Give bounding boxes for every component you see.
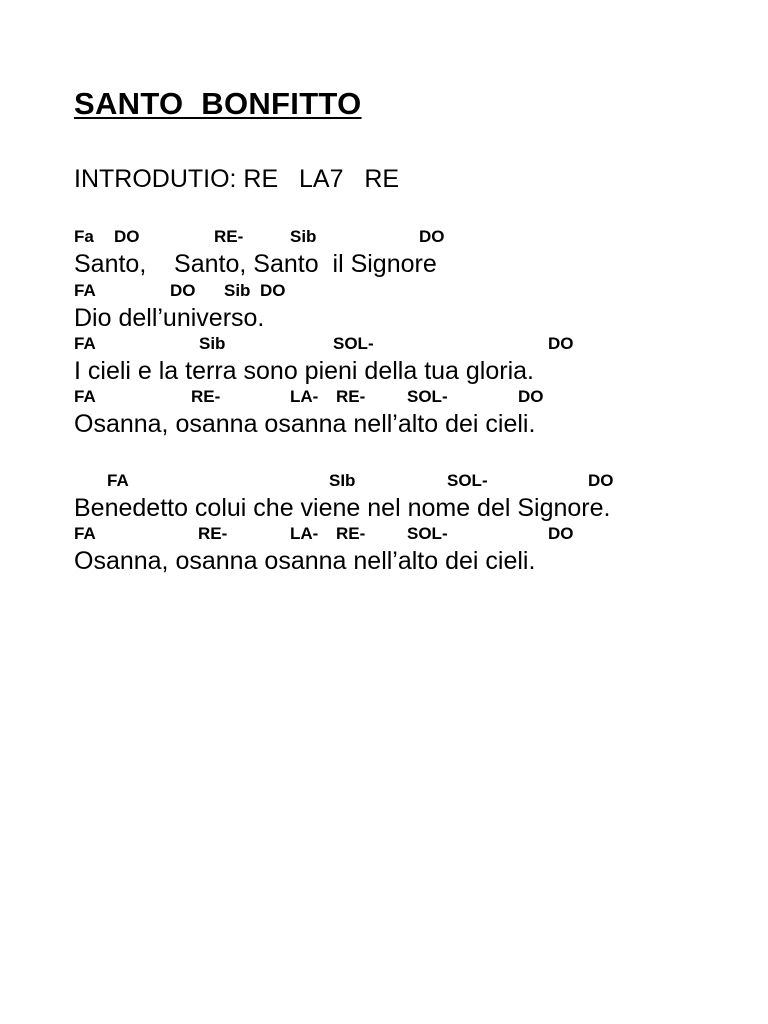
chord: FA: [74, 524, 96, 543]
chord: LA-: [290, 387, 319, 406]
lyric-line-5: Benedetto colui che viene nel nome del Signore.: [74, 494, 611, 522]
chord-line-3: [74, 334, 754, 356]
lyric-line-2: Dio dell’universo.: [74, 304, 265, 332]
chord: RE-: [336, 524, 366, 543]
chord: FA: [74, 281, 96, 300]
chord: Sib: [290, 227, 317, 246]
chord: FA: [74, 387, 96, 406]
chord: FA: [74, 334, 96, 353]
chord: SOL-: [447, 471, 488, 490]
chord: DO: [548, 524, 574, 543]
chord-line-4: [74, 387, 754, 409]
lyric-line-4: Osanna, osanna osanna nell’alto dei cieli.: [74, 410, 536, 438]
chord: SOL-: [333, 334, 374, 353]
chord: SOL-: [407, 387, 448, 406]
chord: SIb: [329, 471, 356, 490]
chord: RE-: [214, 227, 244, 246]
chord: FA: [107, 471, 129, 490]
chord: LA-: [290, 524, 319, 543]
chord: RE-: [336, 387, 366, 406]
chord: RE-: [198, 524, 228, 543]
chord: Fa: [74, 227, 94, 246]
chord: Sib: [224, 281, 251, 300]
chord-line-2: [74, 281, 754, 303]
chord: DO: [588, 471, 614, 490]
lyric-line-6: Osanna, osanna osanna nell’alto dei cieli.: [74, 547, 536, 575]
lyric-line-1: Santo, Santo, Santo il Signore: [74, 250, 437, 278]
chord-line-6: [74, 524, 754, 546]
chord: Sib: [199, 334, 226, 353]
chord: DO: [419, 227, 445, 246]
chord-line-5: [74, 471, 754, 493]
chord: RE-: [191, 387, 221, 406]
intro-line: INTRODUTIO: RE LA7 RE: [74, 165, 400, 193]
chord: DO: [548, 334, 574, 353]
chord-line-1: [74, 227, 754, 249]
lyric-line-3: I cieli e la terra sono pieni della tua gloria.: [74, 357, 534, 385]
chord: DO: [170, 281, 196, 300]
chord: DO: [260, 281, 286, 300]
chord: SOL-: [407, 524, 448, 543]
chord: DO: [114, 227, 140, 246]
song-title: SANTO BONFITTO: [74, 86, 362, 121]
chord: DO: [518, 387, 544, 406]
